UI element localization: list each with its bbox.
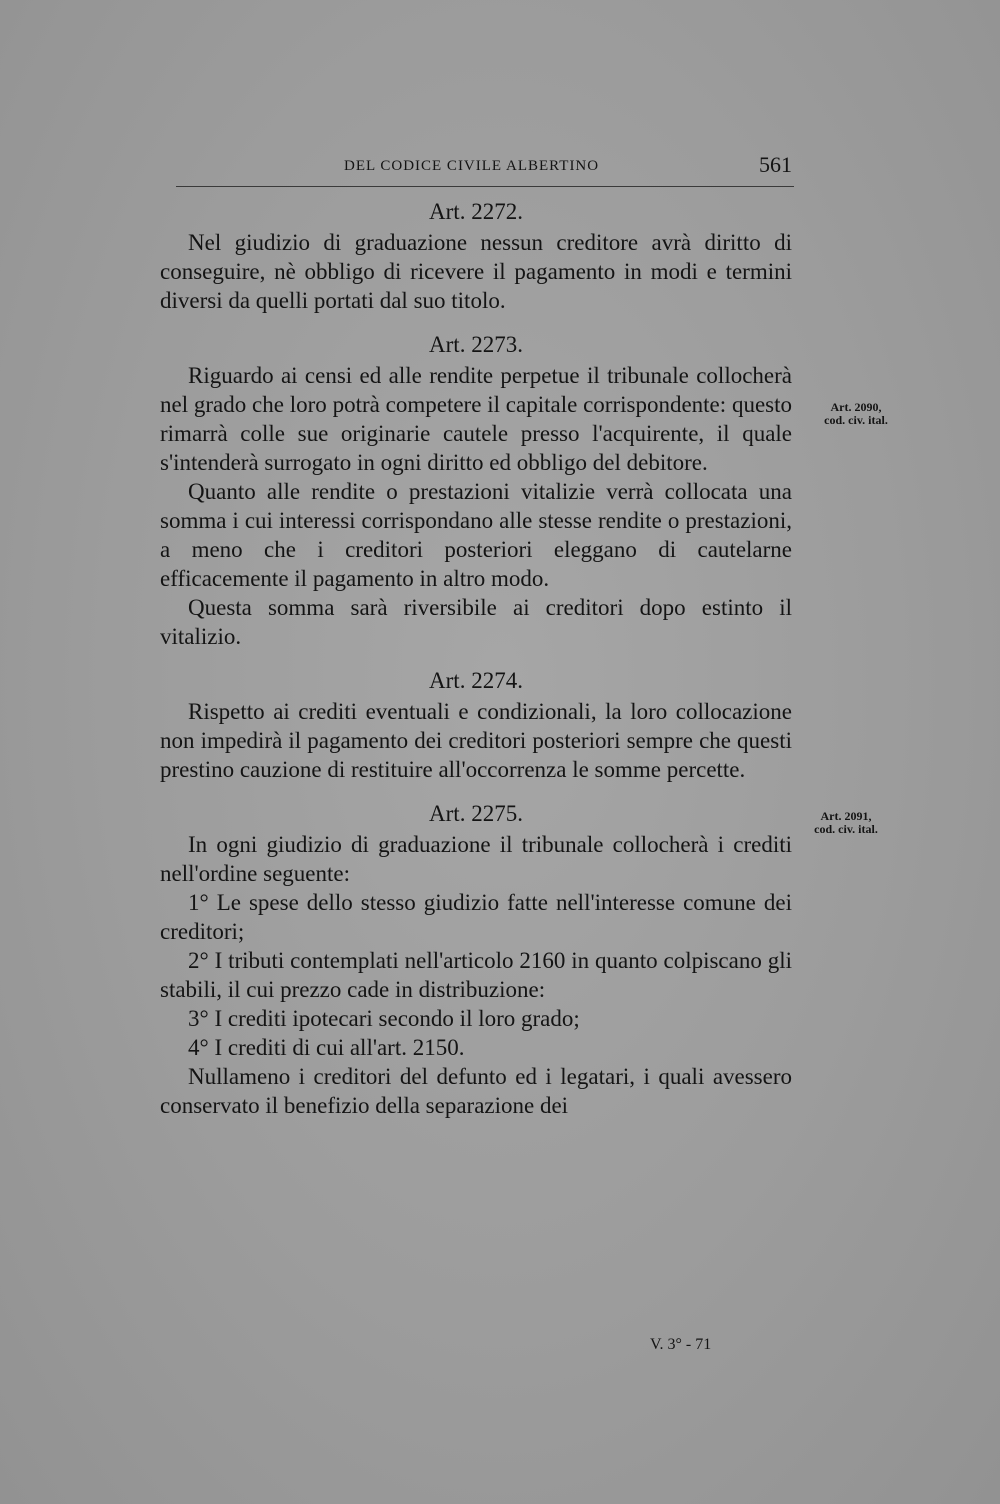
margin-note-line: Art. 2091, (820, 809, 872, 823)
list-item: 3° I crediti ipotecari secondo il loro grado; (188, 1006, 580, 1031)
margin-note (808, 401, 904, 427)
paragraph: Rispetto ai crediti eventuali e condizionali, la loro collocazione non impedirà il pagamento dei creditori posteriori sempre che questi prestino cauzione di restituire all'occorrenza le somme percette. (160, 699, 792, 782)
list-item: 1° Le spese dello stesso giudizio fatte nell'interesse comune dei creditori; (160, 890, 792, 944)
article-heading: Art. 2275. (429, 801, 523, 826)
article-2273 (160, 329, 792, 651)
paragraph: In ogni giudizio di graduazione il tribunale collocherà i crediti nell'ordine seguente: (160, 832, 792, 886)
page-header (176, 150, 794, 187)
margin-note-line: Art. 2090, (830, 400, 882, 414)
printer-signature: V. 3° - 71 (650, 1336, 712, 1353)
article-heading: Art. 2274. (429, 668, 523, 693)
running-title: DEL CODICE CIVILE ALBERTINO (344, 158, 600, 174)
body-text (160, 196, 792, 1134)
article-2274 (160, 665, 792, 784)
article-heading: Art. 2272. (429, 199, 523, 224)
paragraph: Riguardo ai censi ed alle rendite perpetue il tribunale collocherà nel grado che loro potrà competere il capitale corrispondente: questo rimarrà colle sue originarie cautele presso l'acquirente, il quale s'intenderà surrogato in ogni diritto ed obbligo del debitore. (160, 363, 792, 475)
list-item: 2° I tributi contemplati nell'articolo 2160 in quanto colpiscano gli stabili, il cui prezzo cade in distribuzione: (160, 948, 792, 1002)
article-heading: Art. 2273. (429, 332, 523, 357)
list-item: 4° I crediti di cui all'art. 2150. (188, 1035, 465, 1060)
margin-note (798, 810, 894, 836)
paragraph: Nullameno i creditori del defunto ed i legatari, i quali avessero conservato il benefizio della separazione dei (160, 1064, 792, 1118)
margin-note-line: cod. civ. ital. (814, 822, 878, 836)
page-number: 561 (759, 152, 792, 177)
article-2275 (160, 798, 792, 1120)
article-2272 (160, 196, 792, 315)
paragraph: Quanto alle rendite o prestazioni vitalizie verrà collocata una somma i cui interessi corrispondano alle stesse rendite o prestazioni, a meno che i creditori posteriori eleggano di cautelarne efficacemente il pagamento in altro modo. (160, 479, 792, 591)
paragraph: Questa somma sarà riversibile ai creditori dopo estinto il vitalizio. (160, 595, 792, 649)
margin-note-line: cod. civ. ital. (824, 413, 888, 427)
paragraph: Nel giudizio di graduazione nessun creditore avrà diritto di conseguire, nè obbligo di ricevere il pagamento in modi e termini diversi da quelli portati dal suo titolo. (160, 230, 792, 313)
